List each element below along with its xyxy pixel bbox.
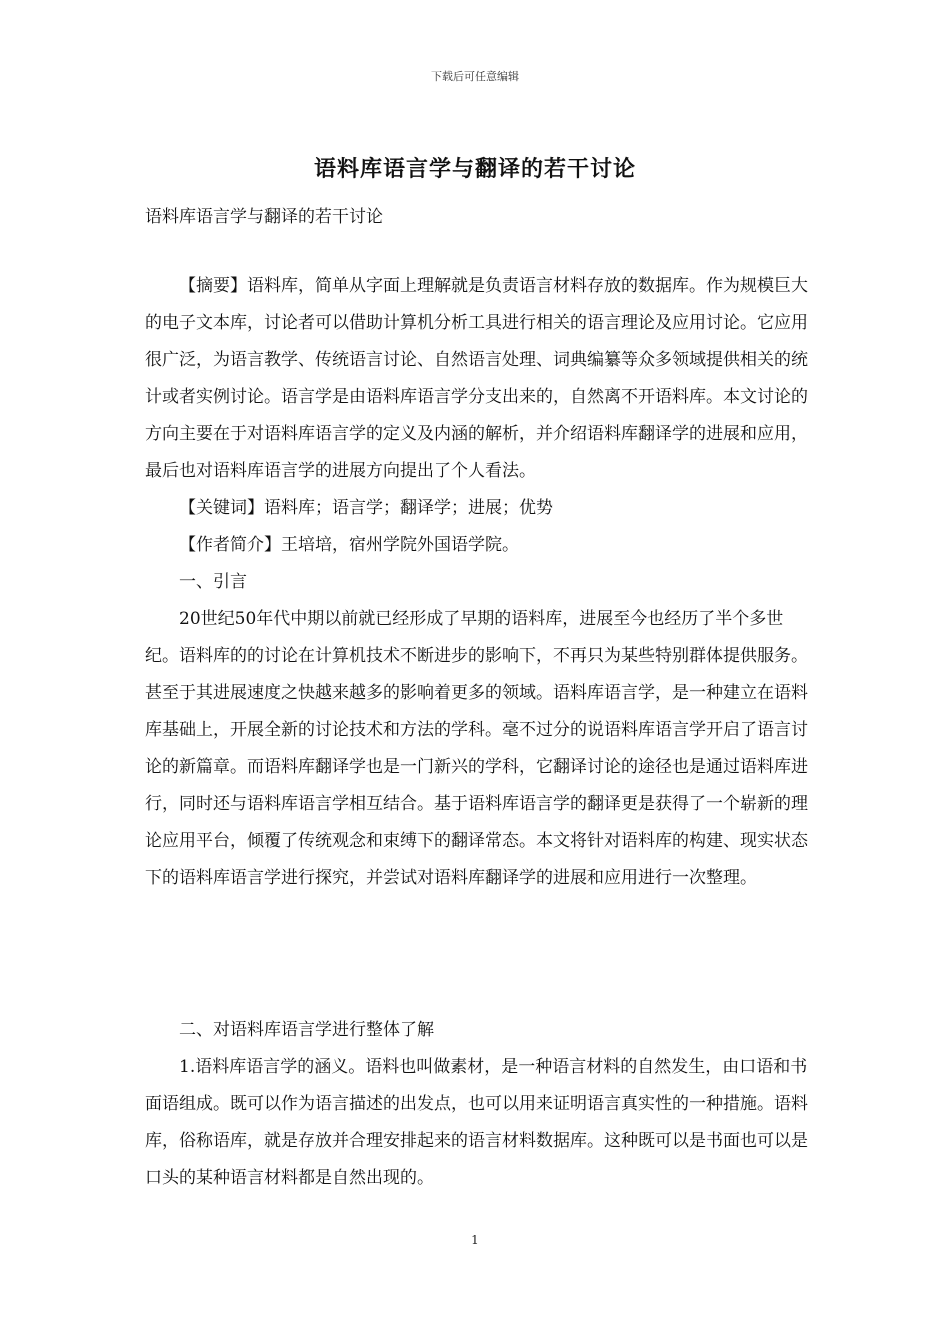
body-text-upper [145, 268, 810, 897]
section-heading-introduction: 一、引言 [179, 572, 247, 592]
document-subtitle: 语料库语言学与翻译的若干讨论 [145, 207, 383, 227]
page-number: 1 [471, 1233, 479, 1247]
abstract-paragraph: 【摘要】语料库，简单从字面上理解就是负责语言材料存放的数据库。作为规模巨大的电子文本库，讨论者可以借助计算机分析工具进行相关的语言理论及应用讨论。它应用很广泛，为语言教学、传统语言讨论、自然语言处理、词典编纂等众多领域提供相关的统计或者实例讨论。语言学是由语料库语言学分支出来的，自然离不开语料库。本文讨论的方向主要在于对语料库语言学的定义及内涵的解析，并介绍语料库翻译学的进展和应用，最后也对语料库语言学的进展方向提出了个人看法。 [145, 276, 808, 481]
header-note: 下载后可任意编辑 [431, 70, 519, 83]
keywords-paragraph: 【关键词】语料库；语言学；翻译学；进展；优势 [179, 498, 553, 518]
section-heading-overview: 二、对语料库语言学进行整体了解 [179, 1020, 434, 1040]
definition-paragraph: 1.语料库语言学的涵义。语料也叫做素材，是一种语言材料的自然发生，由口语和书面语组成。既可以作为语言描述的出发点，也可以用来证明语言真实性的一种措施。语料库，俗称语库，就是存放并合理安排起来的语言材料数据库。这种既可以是书面也可以是口头的某种语言材料都是自然出现的。 [145, 1057, 808, 1188]
introduction-paragraph: 20世纪50年代中期以前就已经形成了早期的语料库，进展至今也经历了半个多世纪。语料库的的讨论在计算机技术不断进步的影响下，不再只为某些特别群体提供服务。甚至于其进展速度之快越来越多的影响着更多的领域。语料库语言学，是一种建立在语料库基础上，开展全新的讨论技术和方法的学科。毫不过分的说语料库语言学开启了语言讨论的新篇章。而语料库翻译学也是一门新兴的学科，它翻译讨论的途径也是通过语料库进行，同时还与语料库语言学相互结合。基于语料库语言学的翻译更是获得了一个崭新的理论应用平台，倾覆了传统观念和束缚下的翻译常态。本文将针对语料库的构建、现实状态下的语料库语言学进行探究，并尝试对语料库翻译学的进展和应用进行一次整理。 [145, 609, 808, 888]
document-title: 语料库语言学与翻译的若干讨论 [313, 156, 636, 182]
author-paragraph: 【作者简介】王培培，宿州学院外国语学院。 [179, 535, 519, 555]
body-text-lower [145, 1012, 810, 1197]
